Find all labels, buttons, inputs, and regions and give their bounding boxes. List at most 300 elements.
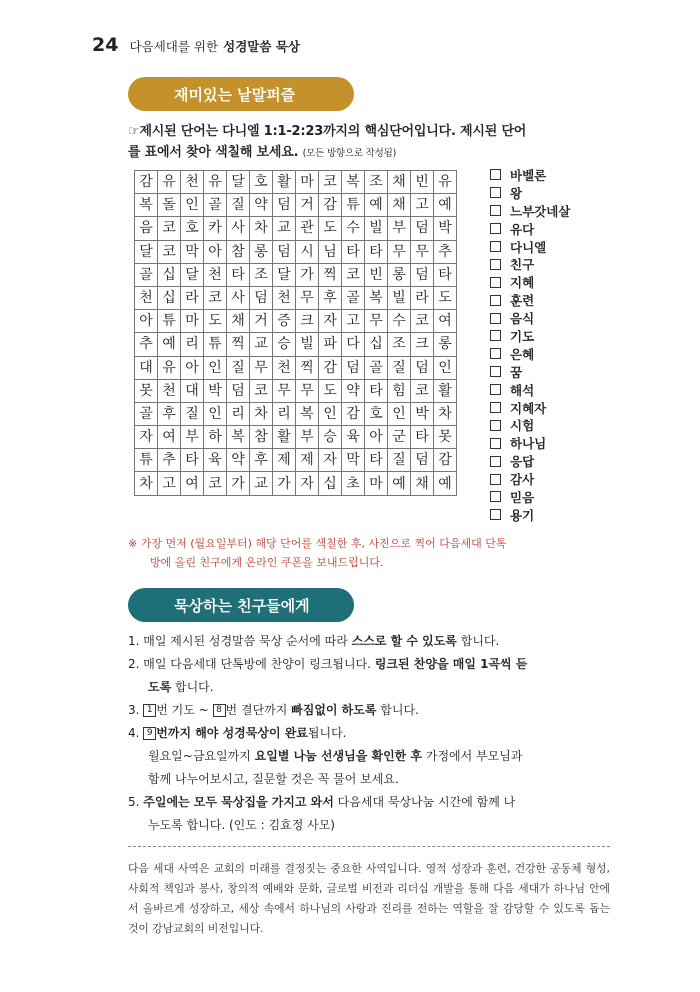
- guide-item-5-cont: 누도록 합니다. (인도 : 김효정 사모): [148, 818, 335, 832]
- word-label: 느부갓네살: [510, 203, 571, 219]
- grid-cell[interactable]: 골: [342, 286, 365, 309]
- grid-cell[interactable]: 아: [135, 310, 158, 333]
- grid-row: [135, 286, 457, 309]
- grid-cell[interactable]: 튜: [158, 310, 181, 333]
- word-item: [490, 309, 600, 327]
- grid-cell[interactable]: 추: [158, 449, 181, 472]
- grid-row: [135, 472, 457, 495]
- text: 가정에서 부모님과: [422, 749, 523, 763]
- grid-cell[interactable]: 덤: [411, 356, 434, 379]
- grid-cell[interactable]: 약: [227, 449, 250, 472]
- grid-cell[interactable]: 롱: [388, 263, 411, 286]
- grid-cell[interactable]: 질: [181, 402, 204, 425]
- grid-cell[interactable]: 빌: [388, 286, 411, 309]
- grid-cell[interactable]: 타: [365, 240, 388, 263]
- grid-cell[interactable]: 약: [250, 194, 273, 217]
- series-title: 성경말씀 묵상: [223, 39, 300, 54]
- checkbox-icon[interactable]: [490, 259, 501, 270]
- grid-cell[interactable]: 고: [342, 310, 365, 333]
- instruction-line-2-text: 를 표에서 찾아 색칠해 보세요.: [128, 145, 299, 160]
- grid-cell[interactable]: 롱: [250, 240, 273, 263]
- grid-cell[interactable]: 천: [181, 171, 204, 194]
- guide-title-banner: [128, 588, 354, 622]
- checkbox-icon[interactable]: [490, 491, 501, 502]
- grid-cell[interactable]: 호: [365, 402, 388, 425]
- grid-cell[interactable]: 골: [204, 194, 227, 217]
- divider: [128, 846, 610, 847]
- grid-cell[interactable]: 롱: [434, 333, 457, 356]
- grid-cell[interactable]: 골: [135, 263, 158, 286]
- grid-cell[interactable]: 감: [319, 194, 342, 217]
- grid-cell[interactable]: 천: [158, 379, 181, 402]
- grid-cell[interactable]: 육: [342, 426, 365, 449]
- emphasis: 요일별 나눔 선생님을 확인한 후: [254, 749, 423, 763]
- grid-row: [135, 194, 457, 217]
- page-header: [92, 34, 300, 56]
- word-item: [490, 434, 600, 452]
- word-label: 친구: [510, 257, 535, 273]
- checkbox-icon[interactable]: [490, 348, 501, 359]
- word-label: 기도: [510, 328, 535, 344]
- grid-cell[interactable]: 십: [365, 333, 388, 356]
- text: 5.: [128, 795, 144, 809]
- grid-row: [135, 402, 457, 425]
- grid-cell[interactable]: 예: [388, 472, 411, 495]
- grid-cell[interactable]: 십: [319, 472, 342, 495]
- grid-cell[interactable]: 고: [158, 472, 181, 495]
- grid-cell[interactable]: 크: [411, 333, 434, 356]
- word-search-grid: [134, 170, 457, 496]
- grid-cell[interactable]: 감: [135, 171, 158, 194]
- grid-cell[interactable]: 코: [204, 286, 227, 309]
- grid-cell[interactable]: 활: [434, 379, 457, 402]
- grid-cell[interactable]: 힘: [388, 379, 411, 402]
- grid-cell[interactable]: 가: [227, 472, 250, 495]
- grid-cell[interactable]: 천: [135, 286, 158, 309]
- grid-cell[interactable]: 채: [388, 194, 411, 217]
- grid-cell[interactable]: 질: [227, 356, 250, 379]
- grid-cell[interactable]: 십: [158, 286, 181, 309]
- grid-cell[interactable]: 부: [388, 217, 411, 240]
- grid-cell[interactable]: 가: [296, 263, 319, 286]
- grid-cell[interactable]: 승: [273, 333, 296, 356]
- grid-cell[interactable]: 조: [388, 333, 411, 356]
- instruction-note: (모든 방향으로 작성됨): [302, 148, 397, 159]
- text: 합니다.: [456, 634, 500, 648]
- emphasis: 스스로 할 수 있도록: [351, 634, 457, 648]
- grid-cell[interactable]: 아: [181, 356, 204, 379]
- grid-cell[interactable]: 감: [319, 356, 342, 379]
- grid-cell[interactable]: 덤: [411, 217, 434, 240]
- grid-cell[interactable]: 감: [342, 402, 365, 425]
- grid-cell[interactable]: 리: [273, 402, 296, 425]
- grid-cell[interactable]: 덤: [411, 449, 434, 472]
- word-label: 왕: [510, 185, 523, 201]
- grid-cell[interactable]: 관: [296, 217, 319, 240]
- grid-cell[interactable]: 유: [434, 171, 457, 194]
- word-item: [490, 416, 600, 434]
- grid-cell[interactable]: 차: [135, 472, 158, 495]
- checkbox-icon[interactable]: [490, 509, 501, 520]
- grid-cell[interactable]: 교: [250, 472, 273, 495]
- grid-cell[interactable]: 승: [319, 426, 342, 449]
- grid-cell[interactable]: 천: [204, 263, 227, 286]
- grid-cell[interactable]: 참: [227, 240, 250, 263]
- grid-cell[interactable]: 코: [158, 240, 181, 263]
- grid-cell[interactable]: 차: [434, 402, 457, 425]
- emphasis: 링크된 찬양을 매일 1곡씩 듣: [374, 657, 528, 671]
- grid-cell[interactable]: 부: [181, 426, 204, 449]
- grid-cell[interactable]: 달: [135, 240, 158, 263]
- instruction-line-1: ☞제시된 단어는 다니엘 1:1-2:23까지의 핵심단어입니다. 제시된 단어: [128, 124, 527, 139]
- grid-cell[interactable]: 수: [342, 217, 365, 240]
- grid-cell[interactable]: 자: [135, 426, 158, 449]
- checkbox-icon[interactable]: [490, 384, 501, 395]
- word-item: [490, 255, 600, 273]
- word-label: 지혜자: [510, 400, 547, 416]
- grid-cell[interactable]: 감: [434, 449, 457, 472]
- guide-item-5: [128, 791, 610, 814]
- grid-cell[interactable]: 덤: [273, 194, 296, 217]
- checkbox-icon[interactable]: [490, 295, 501, 306]
- grid-cell[interactable]: 코: [342, 263, 365, 286]
- word-label: 은혜: [510, 346, 535, 362]
- grid-cell[interactable]: 다: [342, 333, 365, 356]
- grid-cell[interactable]: 튜: [135, 449, 158, 472]
- grid-cell[interactable]: 활: [273, 171, 296, 194]
- vision-statement: 다음 세대 사역은 교회의 미래를 결정짓는 중요한 사역입니다. 영적 성장과 훈련, 건강한 공동체 형성, 사회적 책임과 봉사, 창의적 예배와 문화, 글로벌 비전과 리더십 개발을 통해 다음 세대가 하나님 안에서 올바르게 성장하고, 세상 속에서 하나님의 사랑과 진리를 전하는 역할을 잘 감당할 수 있도록 돕는 것이 강남교회의 비전입니다.: [128, 862, 610, 935]
- emphasis: 번까지 해야 성경묵상이 완료: [156, 726, 308, 740]
- grid-cell[interactable]: 못: [135, 379, 158, 402]
- grid-cell[interactable]: 인: [181, 194, 204, 217]
- word-label: 응답: [510, 454, 535, 470]
- grid-cell[interactable]: 십: [158, 263, 181, 286]
- word-label: 용기: [510, 507, 535, 523]
- word-label: 음식: [510, 311, 535, 327]
- grid-cell[interactable]: 유: [158, 171, 181, 194]
- word-item: [490, 184, 600, 202]
- puzzle-title: 재미있는 낱말퍼즐: [174, 85, 296, 104]
- text: 됩니다.: [307, 726, 347, 740]
- grid-cell[interactable]: 예: [365, 194, 388, 217]
- word-item: [490, 452, 600, 470]
- grid-cell[interactable]: 무: [296, 379, 319, 402]
- grid-cell[interactable]: 증: [273, 310, 296, 333]
- guide-item-1: [128, 630, 610, 653]
- grid-cell[interactable]: 무: [250, 356, 273, 379]
- grid-cell[interactable]: 예: [158, 333, 181, 356]
- grid-cell[interactable]: 조: [250, 263, 273, 286]
- guide-item-4: [128, 722, 610, 745]
- grid-cell[interactable]: 복: [135, 194, 158, 217]
- grid-cell[interactable]: 덤: [250, 286, 273, 309]
- grid-cell[interactable]: 채: [388, 171, 411, 194]
- grid-cell[interactable]: 교: [273, 217, 296, 240]
- word-label: 유다: [510, 221, 535, 237]
- grid-cell[interactable]: 인: [319, 402, 342, 425]
- grid-cell[interactable]: 골: [365, 356, 388, 379]
- grid-cell[interactable]: 추: [135, 333, 158, 356]
- word-item: [490, 506, 600, 524]
- grid-row: [135, 310, 457, 333]
- grid-cell[interactable]: 도: [319, 217, 342, 240]
- word-item: [490, 470, 600, 488]
- grid-cell[interactable]: 달: [273, 263, 296, 286]
- word-label: 하나님: [510, 436, 547, 452]
- grid-cell[interactable]: 자: [319, 310, 342, 333]
- grid-cell[interactable]: 복: [342, 171, 365, 194]
- grid-cell[interactable]: 무: [388, 240, 411, 263]
- grid-cell[interactable]: 예: [434, 472, 457, 495]
- word-label: 지혜: [510, 275, 535, 291]
- grid-cell[interactable]: 파: [319, 333, 342, 356]
- grid-cell[interactable]: 덤: [227, 379, 250, 402]
- grid-cell[interactable]: 튜: [342, 194, 365, 217]
- word-item: [490, 166, 600, 184]
- grid-cell[interactable]: 자: [319, 449, 342, 472]
- grid-cell[interactable]: 무: [296, 286, 319, 309]
- grid-cell[interactable]: 카: [204, 217, 227, 240]
- grid-cell[interactable]: 무: [365, 310, 388, 333]
- step-number-box: 8: [213, 704, 226, 717]
- grid-cell[interactable]: 채: [227, 310, 250, 333]
- grid-cell[interactable]: 아: [365, 426, 388, 449]
- grid-cell[interactable]: 거: [296, 194, 319, 217]
- grid-cell[interactable]: 유: [158, 356, 181, 379]
- checkbox-icon[interactable]: [490, 187, 501, 198]
- grid-cell[interactable]: 돌: [158, 194, 181, 217]
- grid-cell[interactable]: 가: [273, 472, 296, 495]
- text: 4.: [128, 726, 144, 740]
- grid-cell[interactable]: 후: [158, 402, 181, 425]
- checkbox-icon[interactable]: [490, 474, 501, 485]
- checkbox-icon[interactable]: [490, 205, 501, 216]
- grid-cell[interactable]: 질: [227, 194, 250, 217]
- grid-cell[interactable]: 막: [342, 449, 365, 472]
- grid-cell[interactable]: 사: [227, 286, 250, 309]
- word-item: [490, 327, 600, 345]
- grid-cell[interactable]: 여: [158, 426, 181, 449]
- grid-cell[interactable]: 인: [204, 356, 227, 379]
- grid-cell[interactable]: 인: [204, 402, 227, 425]
- grid-row: [135, 356, 457, 379]
- grid-cell[interactable]: 차: [250, 217, 273, 240]
- guide-item-4-cont: [128, 745, 610, 768]
- grid-cell[interactable]: 무: [411, 240, 434, 263]
- grid-cell[interactable]: 거: [250, 310, 273, 333]
- grid-cell[interactable]: 골: [135, 402, 158, 425]
- grid-cell[interactable]: 타: [411, 426, 434, 449]
- grid-cell[interactable]: 리: [227, 402, 250, 425]
- grid-cell[interactable]: 달: [181, 263, 204, 286]
- grid-cell[interactable]: 복: [227, 426, 250, 449]
- grid-cell[interactable]: 복: [296, 402, 319, 425]
- grid-cell[interactable]: 박: [411, 402, 434, 425]
- word-item: [490, 202, 600, 220]
- word-label: 감사: [510, 472, 535, 488]
- puzzle-title-banner: [128, 77, 354, 111]
- grid-cell[interactable]: 유: [204, 171, 227, 194]
- coupon-note: [128, 534, 608, 572]
- grid-cell[interactable]: 마: [296, 171, 319, 194]
- grid-cell[interactable]: 막: [181, 240, 204, 263]
- word-item: [490, 291, 600, 309]
- checkbox-icon[interactable]: [490, 277, 501, 288]
- grid-cell[interactable]: 채: [411, 472, 434, 495]
- grid-cell[interactable]: 사: [227, 217, 250, 240]
- checkbox-icon[interactable]: [490, 330, 501, 341]
- guide-item-4-cont2: 함께 나누어보시고, 질문할 것은 꼭 물어 보세요.: [148, 772, 399, 786]
- grid-cell[interactable]: 빈: [365, 263, 388, 286]
- grid-cell[interactable]: 음: [135, 217, 158, 240]
- grid-cell[interactable]: 시: [296, 240, 319, 263]
- grid-cell[interactable]: 추: [434, 240, 457, 263]
- grid-cell[interactable]: 덤: [342, 356, 365, 379]
- grid-cell[interactable]: 질: [388, 356, 411, 379]
- grid-cell[interactable]: 고: [411, 194, 434, 217]
- word-label: 바벨론: [510, 167, 547, 183]
- guide-item-3: [128, 699, 610, 722]
- grid-cell[interactable]: 천: [273, 356, 296, 379]
- grid-cell[interactable]: 코: [250, 379, 273, 402]
- grid-cell[interactable]: 타: [365, 379, 388, 402]
- grid-cell[interactable]: 코: [158, 217, 181, 240]
- grid-cell[interactable]: 초: [342, 472, 365, 495]
- grid-cell[interactable]: 하: [204, 426, 227, 449]
- grid-cell[interactable]: 박: [204, 379, 227, 402]
- text: 합니다.: [376, 703, 419, 717]
- grid-cell[interactable]: 튜: [204, 333, 227, 356]
- grid-cell[interactable]: 찍: [296, 356, 319, 379]
- grid-cell[interactable]: 라: [411, 286, 434, 309]
- grid-cell[interactable]: 마: [365, 472, 388, 495]
- grid-cell[interactable]: 타: [342, 240, 365, 263]
- checkbox-icon[interactable]: [490, 241, 501, 252]
- grid-cell[interactable]: 제: [296, 449, 319, 472]
- checkbox-icon[interactable]: [490, 438, 501, 449]
- grid-cell[interactable]: 타: [365, 449, 388, 472]
- word-item: [490, 363, 600, 381]
- grid-row: [135, 426, 457, 449]
- grid-cell[interactable]: 후: [250, 449, 273, 472]
- grid-cell[interactable]: 크: [296, 310, 319, 333]
- grid-cell[interactable]: 코: [411, 379, 434, 402]
- grid-cell[interactable]: 제: [273, 449, 296, 472]
- grid-cell[interactable]: 덤: [273, 240, 296, 263]
- grid-cell[interactable]: 덤: [411, 263, 434, 286]
- grid-cell[interactable]: 도: [319, 379, 342, 402]
- text: 다음세대 묵상나눔 시간에 함께 나: [333, 795, 516, 809]
- grid-cell[interactable]: 부: [296, 426, 319, 449]
- checkbox-icon[interactable]: [490, 313, 501, 324]
- grid-cell[interactable]: 빌: [365, 217, 388, 240]
- grid-cell[interactable]: 리: [181, 333, 204, 356]
- grid-cell[interactable]: 복: [365, 286, 388, 309]
- text: 번 기도 ~: [156, 703, 213, 717]
- grid-cell[interactable]: 호: [181, 217, 204, 240]
- grid-cell[interactable]: 군: [388, 426, 411, 449]
- grid-cell[interactable]: 자: [296, 472, 319, 495]
- emphasis: 주일에는 모두 묵상집을 가지고 와서: [143, 795, 334, 809]
- text: 합니다.: [171, 680, 214, 694]
- text: 번 결단까지: [225, 703, 292, 717]
- grid-cell[interactable]: 대: [135, 356, 158, 379]
- grid-cell[interactable]: 인: [388, 402, 411, 425]
- word-item: [490, 381, 600, 399]
- grid-cell[interactable]: 아: [204, 240, 227, 263]
- grid-cell[interactable]: 못: [434, 426, 457, 449]
- checkbox-icon[interactable]: [490, 366, 501, 377]
- grid-cell[interactable]: 찍: [227, 333, 250, 356]
- grid-row: [135, 263, 457, 286]
- checkbox-icon[interactable]: [490, 402, 501, 413]
- checkbox-icon[interactable]: [490, 420, 501, 431]
- guide-item-2-cont: [128, 676, 610, 699]
- grid-cell[interactable]: 무: [273, 379, 296, 402]
- grid-cell[interactable]: 호: [250, 171, 273, 194]
- grid-cell[interactable]: 수: [388, 310, 411, 333]
- grid-cell[interactable]: 타: [434, 263, 457, 286]
- grid-cell[interactable]: 여: [434, 310, 457, 333]
- grid-cell[interactable]: 빈: [411, 171, 434, 194]
- grid-cell[interactable]: 마: [181, 310, 204, 333]
- word-item: [490, 345, 600, 363]
- grid-cell[interactable]: 코: [411, 310, 434, 333]
- grid-cell[interactable]: 코: [204, 472, 227, 495]
- grid-cell[interactable]: 코: [319, 171, 342, 194]
- step-number-box: 9: [143, 727, 156, 740]
- guide-item-2: [128, 653, 610, 676]
- grid-cell[interactable]: 빌: [296, 333, 319, 356]
- grid-cell[interactable]: 차: [250, 402, 273, 425]
- grid-cell[interactable]: 교: [250, 333, 273, 356]
- grid-row: [135, 171, 457, 194]
- grid-cell[interactable]: 박: [434, 217, 457, 240]
- grid-cell[interactable]: 육: [204, 449, 227, 472]
- word-label: 해석: [510, 382, 535, 398]
- grid-cell[interactable]: 도: [204, 310, 227, 333]
- grid-cell[interactable]: 질: [388, 449, 411, 472]
- page-number: 24: [92, 34, 119, 56]
- grid-cell[interactable]: 조: [365, 171, 388, 194]
- grid-cell[interactable]: 천: [273, 286, 296, 309]
- grid-cell[interactable]: 약: [342, 379, 365, 402]
- grid-cell[interactable]: 활: [273, 426, 296, 449]
- checkbox-icon[interactable]: [490, 223, 501, 234]
- step-number-box: 1: [143, 704, 156, 717]
- checkbox-icon[interactable]: [490, 169, 501, 180]
- grid-row: [135, 449, 457, 472]
- grid-cell[interactable]: 예: [434, 194, 457, 217]
- grid-cell[interactable]: 참: [250, 426, 273, 449]
- word-item: [490, 488, 600, 506]
- grid-cell[interactable]: 라: [181, 286, 204, 309]
- grid-cell[interactable]: 달: [227, 171, 250, 194]
- grid-cell[interactable]: 인: [434, 356, 457, 379]
- grid-cell[interactable]: 님: [319, 240, 342, 263]
- grid-cell[interactable]: 도: [434, 286, 457, 309]
- checkbox-icon[interactable]: [490, 456, 501, 467]
- grid-row: [135, 333, 457, 356]
- grid-cell[interactable]: 찍: [319, 263, 342, 286]
- grid-cell[interactable]: 대: [181, 379, 204, 402]
- instruction-line-2: [128, 142, 610, 164]
- grid-row: [135, 217, 457, 240]
- grid-cell[interactable]: 후: [319, 286, 342, 309]
- grid-cell[interactable]: 여: [181, 472, 204, 495]
- grid-cell[interactable]: 타: [227, 263, 250, 286]
- grid-cell[interactable]: 타: [181, 449, 204, 472]
